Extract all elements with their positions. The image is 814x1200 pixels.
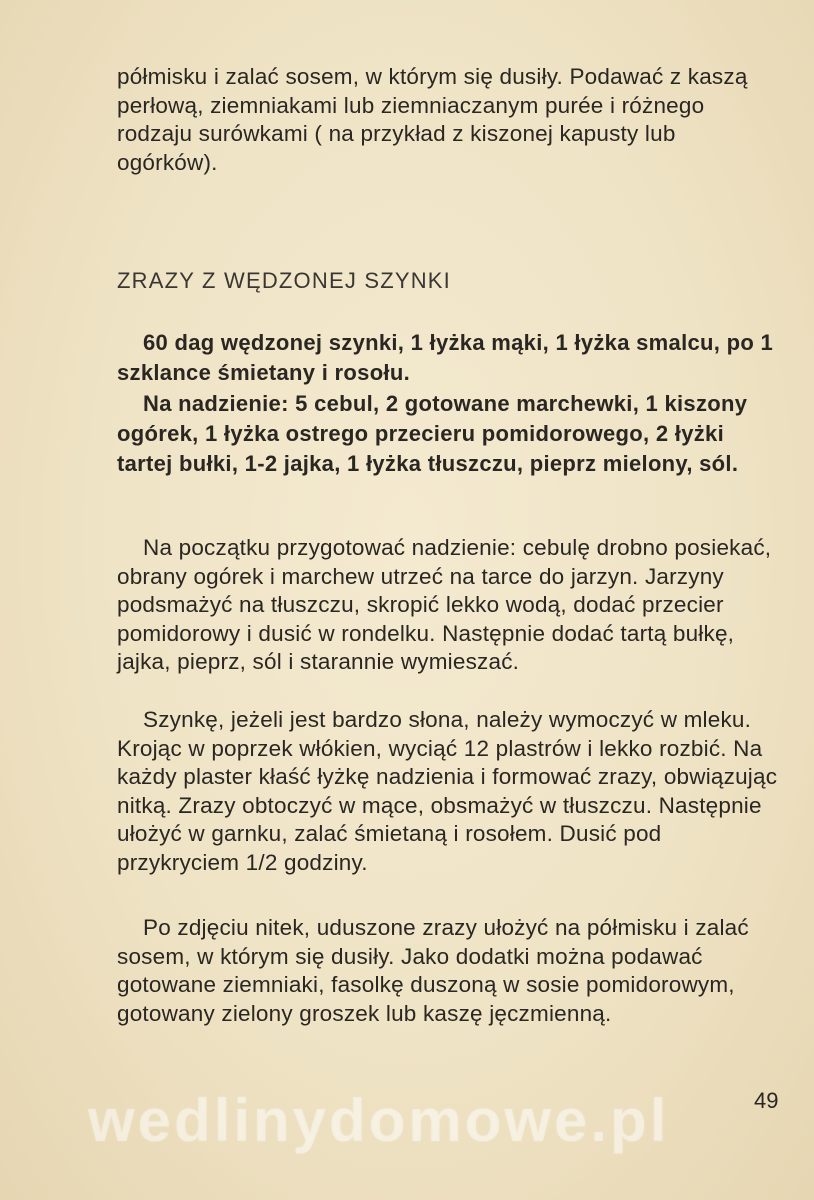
ingredients-main: 60 dag wędzonej szynki, 1 łyżka mąki, 1 łyżka smalcu, po 1 szklance śmietany i rosołu. bbox=[117, 330, 774, 385]
page-number: 49 bbox=[754, 1088, 779, 1113]
ingredients-filling: Na nadzienie: 5 cebul, 2 gotowane marchewki, 1 kiszony ogórek, 1 łyżka ostrego przecieru pomidorowego, 2 łyżki tartej bułki, 1-2 jajka, 1 łyżka tłuszczu, pieprz mielony, sól. bbox=[117, 391, 748, 476]
recipe-title: ZRAZY Z WĘDZONEJ SZYNKI bbox=[117, 268, 451, 293]
watermark: wedlinydomowe.pl bbox=[88, 1087, 670, 1154]
intro-paragraph: półmisku i zalać sosem, w którym się dusiły. Podawać z kaszą perłową, ziemniakami lub ziemniaczanym purée i różnego rodzaju surówkami ( na przykład z kiszonej kapusty lub ogórków). bbox=[117, 64, 748, 175]
step-paragraph: Po zdjęciu nitek, uduszone zrazy ułożyć na półmisku i zalać sosem, w którym się dusiły. Jako dodatki można podawać gotowane ziemniaki, fasolkę duszoną w sosie pomidorowym, gotowany zielony groszek lub kaszę jęczmienną. bbox=[117, 915, 749, 1026]
step-paragraph: Szynkę, jeżeli jest bardzo słona, należy wymoczyć w mleku. Krojąc w poprzek włókien, wyciąć 12 plastrów i lekko rozbić. Na każdy plaster kłaść łyżkę nadzienia i formować zrazy, obwiązując nitką. Zrazy obtoczyć w mące, obsmażyć w tłuszczu. Następnie ułożyć w garnku, zalać śmietaną i rosołem. Dusić pod przykryciem 1/2 godziny. bbox=[117, 707, 778, 875]
step-paragraph: Na początku przygotować nadzienie: cebulę drobno posiekać, obrany ogórek i marchew utrzeć na tarce do jarzyn. Jarzyny podsmażyć na tłuszczu, skropić lekko wodą, dodać przecier pomidorowy i dusić w rondelku. Następnie dodać tartą bułkę, jajka, pieprz, sól i starannie wymieszać. bbox=[117, 535, 772, 674]
